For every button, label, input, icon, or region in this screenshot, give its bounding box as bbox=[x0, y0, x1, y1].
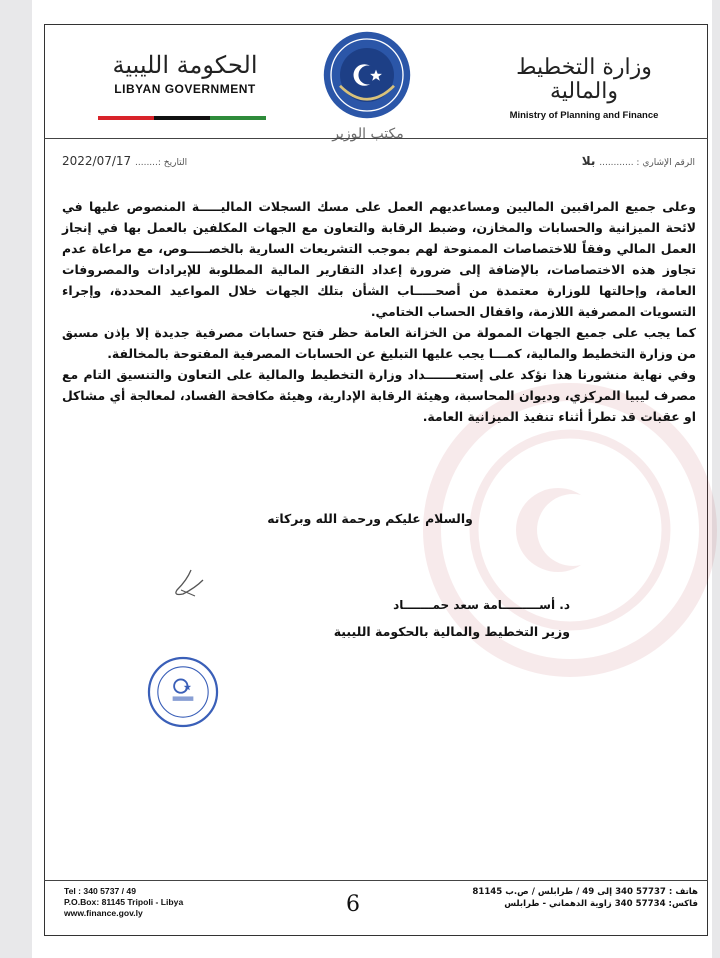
government-header bbox=[100, 52, 270, 96]
reference-number bbox=[470, 154, 695, 168]
footer-pobox: P.O.Box: 81145 Tripoli - Libya bbox=[64, 897, 184, 907]
footer-telephone: Tel : 340 5737 / 49 bbox=[64, 886, 136, 896]
government-name-arabic: الحكومة الليبية bbox=[112, 51, 258, 79]
footer-contact-english bbox=[64, 886, 264, 919]
reference-label: الرقم الإشاري : ............ bbox=[599, 158, 695, 168]
paragraph-records: وعلى جميع المراقبين الماليين ومساعديهم العمل على مسك السجلات الماليـــــة المنصوص عليها في لائحة الميزانية والحسابات والمخازن، وضبط الرقابة والتعاون مع الجهات المكلفين بالعمل بها في إنجاز العمل المالي وفقاً للاختصاصات الممنوحة لهم بموجب التشريعات السارية بالخصـــــوص، مع مراعاة عدم تجاوز هذه الاختصاصات، بالإضافة إلى ضرورة إعداد التقارير المالية المطلوبة للإيرادات والمصروفات العامة، وإحالتها للوزارة معتمدة من أصحـــــاب الشأن بتلك الجهات خلال المواعيد المحددة، وإجراء التسويات المصرفية اللازمة، واقفال الحساب الختامي. bbox=[62, 199, 696, 319]
signer-title: وزير التخطيط والمالية بالحكومة الليبية bbox=[333, 624, 570, 639]
government-name-english: LIBYAN GOVERNMENT bbox=[114, 82, 256, 97]
footer-divider bbox=[44, 880, 708, 881]
paragraph-cooperation: وفي نهاية منشورنا هذا نؤكد على إستعـــــــداد وزارة التخطيط والمالية على التعاون والتنسيق التام مع مصرف ليبيا المركزي، وديوان المحاسبة، وهيئة الرقابة الإدارية، وهيئة مكافحة الفساد، لمعالجة أي مشاكل او عقبات قد تطرأ أثناء تنفيذ الميزانية العامة. bbox=[62, 367, 696, 424]
ministry-emblem-icon bbox=[322, 30, 412, 120]
paragraph-bank-accounts: كما يجب على جميع الجهات الممولة من الخزانة العامة حظر فتح حسابات مصرفية جديدة إلا بإذن مسبق من وزارة التخطيط والمالية، كمـــا يجب عليها التبليغ عن الحسابات المصرفية المفتوحة بالمخالفة. bbox=[62, 325, 696, 361]
ministry-name-arabic: وزارة التخطيط والمالية bbox=[516, 55, 652, 105]
date-value: 2022/07/17 bbox=[62, 154, 132, 168]
footer-contact-arabic bbox=[430, 886, 698, 910]
flag-black-band bbox=[154, 116, 210, 120]
header-divider bbox=[44, 138, 708, 139]
signer-name: د. أســـــــــامة سعد حمـــــــاد bbox=[393, 598, 570, 612]
flag-green-band bbox=[210, 116, 266, 120]
libya-flag-stripe bbox=[98, 116, 266, 120]
handwritten-signature bbox=[165, 566, 215, 600]
ministry-header bbox=[484, 56, 684, 121]
official-stamp-icon bbox=[146, 655, 220, 729]
letter-date bbox=[62, 154, 262, 168]
footer-website: www.finance.gov.ly bbox=[64, 908, 143, 918]
letter-body bbox=[62, 196, 696, 427]
minister-office-label: مكتب الوزير bbox=[332, 126, 404, 142]
ministry-name-english: Ministry of Planning and Finance bbox=[509, 110, 659, 122]
closing-salutation: والسلام عليكم ورحمة الله وبركاته bbox=[267, 511, 473, 526]
page-number: 6 bbox=[346, 892, 360, 917]
footer-fax-arabic: فاكس: 57734 340 زاوية الدهماني - طرابلس bbox=[504, 899, 698, 909]
reference-value: بلا bbox=[581, 154, 596, 168]
date-label: التاريخ :........ bbox=[135, 158, 188, 168]
footer-phone-arabic: هاتف : 57737 340 إلى 49 / طرابلس / ص.ب 81145 bbox=[472, 887, 698, 897]
flag-red-band bbox=[98, 116, 154, 120]
